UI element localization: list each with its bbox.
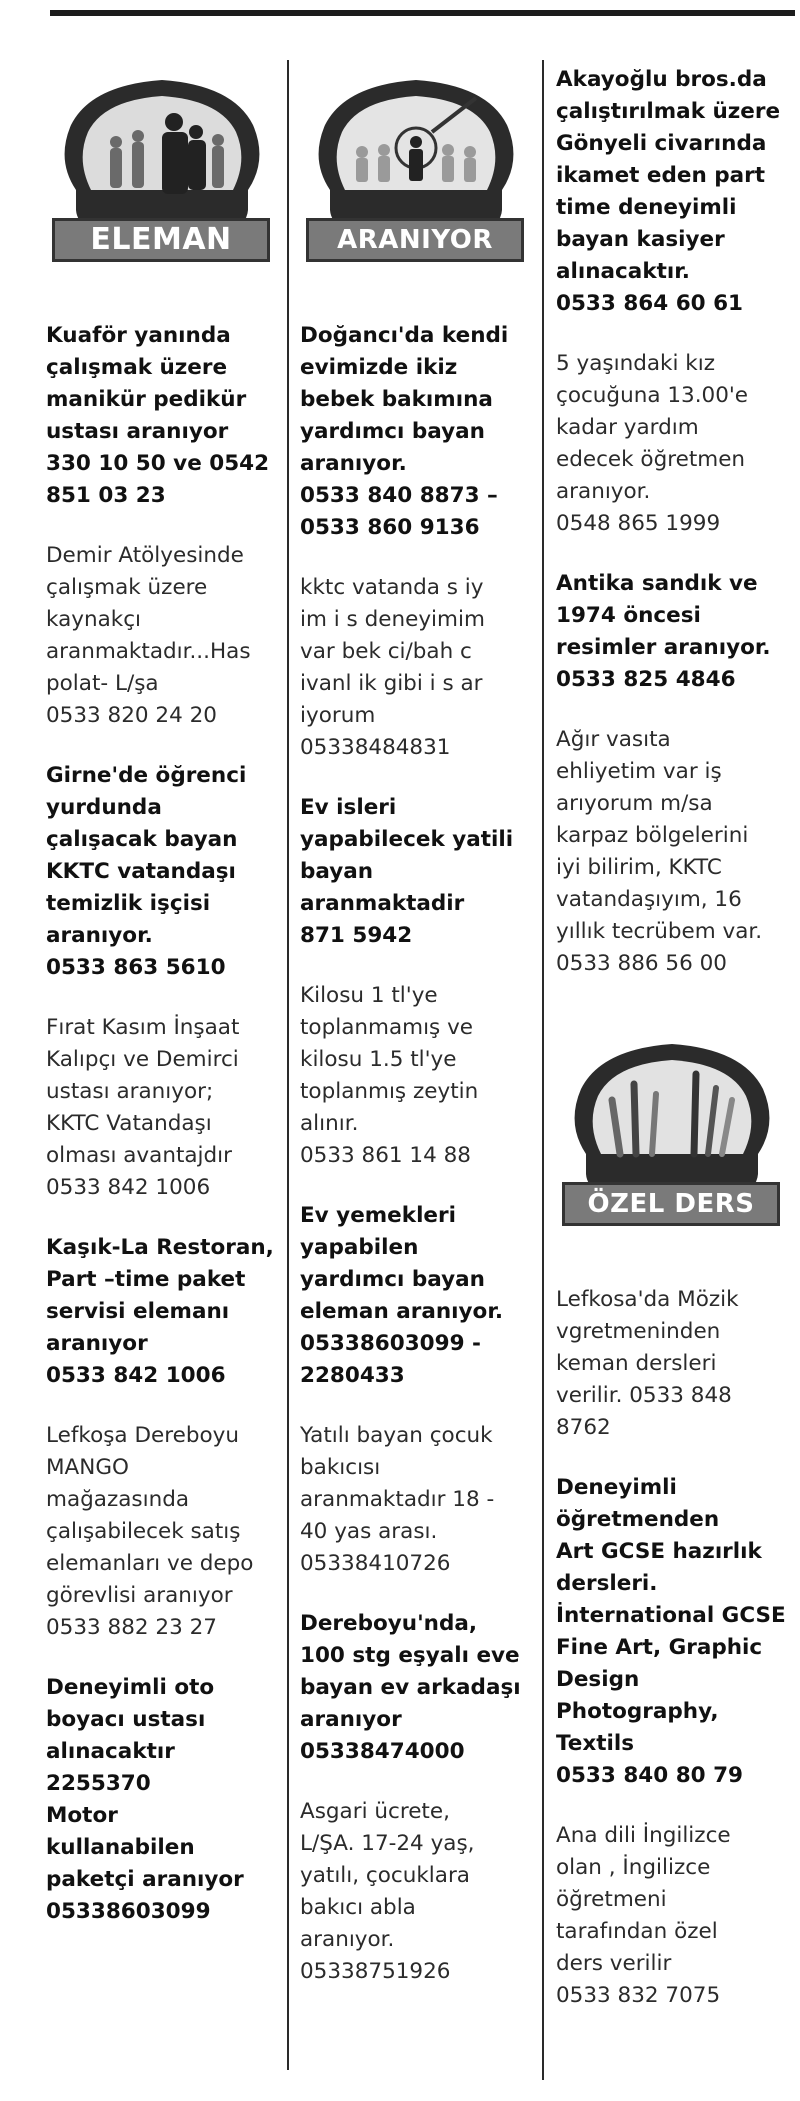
eleman-badge — [46, 40, 278, 300]
ozel-ders-badge — [556, 1004, 788, 1264]
classified-ad — [556, 1284, 788, 1444]
ad-text: Lefkoşa Dereboyu MANGO mağazasında çalışabilecek satış elemanları ve depo görevlisi aranıyor 0533 882 23 27 — [46, 1423, 254, 1640]
classified-ad — [556, 568, 788, 696]
classified-ad — [46, 1672, 278, 1928]
classified-ad — [46, 320, 278, 512]
ad-text: Asgari ücrete, L/ŞA. 17-24 yaş, yatılı, çocuklara bakıcı abla aranıyor. 05338751926 — [300, 1799, 475, 1984]
ad-text: 5 yaşındaki kız çocuğuna 13.00'e kadar yardım edecek öğretmen aranıyor. 0548 865 1999 — [556, 351, 749, 536]
classified-ad — [300, 572, 532, 764]
ad-text: Ev yemekleri yapabilen yardımcı bayan eleman aranıyor. 05338603099 - 2280433 — [300, 1203, 504, 1388]
ad-text: Ağır vasıta ehliyetim var iş arıyorum m/sa karpaz bölgelerini iyi bilirim, KKTC vatandaşıyım, 16 yıllık tecrübem var. 0533 886 56 00 — [556, 727, 763, 976]
classified-ad — [300, 320, 532, 544]
classified-ad — [556, 64, 788, 320]
classified-ad — [556, 724, 788, 980]
ad-text: Akayoğlu bros.da çalıştırılmak üzere Gönyeli civarında ikamet eden part time deneyimli bayan kasiyer alınacaktır. 0533 864 60 61 — [556, 67, 781, 316]
ad-text: Fırat Kasım İnşaat Kalıpçı ve Demirci ustası aranıyor; KKTC Vatandaşı olması avantajdır 0533 842 1006 — [46, 1015, 240, 1200]
classified-ad — [300, 1420, 532, 1580]
ad-text: Kilosu 1 tl'ye toplanmamış ve kilosu 1.5 tl'ye toplanmış zeytin alınır. 0533 861 14 88 — [300, 983, 479, 1168]
araniyor-label: ARANIYOR — [306, 218, 524, 262]
classified-ad — [300, 792, 532, 952]
araniyor-badge — [300, 40, 532, 300]
ad-list-col3-top — [556, 64, 788, 980]
classified-ad — [300, 1200, 532, 1392]
eleman-label: ELEMAN — [52, 218, 270, 262]
classified-ad — [46, 760, 278, 984]
ad-list-col2 — [300, 320, 532, 1988]
ad-text: Kaşık-La Restoran, Part –time paket servisi elemanı aranıyor 0533 842 1006 — [46, 1235, 274, 1388]
ad-text: Kuaför yanında çalışmak üzere manikür pedikür ustası aranıyor 330 10 50 ve 0542 851 03 23 — [46, 323, 270, 508]
classified-ad — [46, 1232, 278, 1392]
ad-text: Dereboyu'nda, 100 stg eşyalı eve bayan ev arkadaşı aranıyor 05338474000 — [300, 1611, 521, 1764]
ad-text: Yatılı bayan çocuk bakıcısı aranmaktadır 18 - 40 yas arası. 05338410726 — [300, 1423, 495, 1576]
ad-list-col1 — [46, 320, 278, 1928]
classified-ad — [556, 348, 788, 540]
ad-text: Deneyimli öğretmenden Art GCSE hazırlık dersleri. İnternational GCSE Fine Art, Graphic Design Photography, Textils 0533 840 80 79 — [556, 1475, 786, 1788]
column-divider-2 — [542, 60, 544, 2080]
ad-text: Demir Atölyesinde çalışmak üzere kaynakçı aranmaktadır...Has polat- L/şa 0533 820 24 20 — [46, 543, 251, 728]
column-divider-1 — [287, 60, 289, 2070]
classified-ad — [556, 1472, 788, 1792]
ad-text: Antika sandık ve 1974 öncesi resimler aranıyor. 0533 825 4846 — [556, 571, 771, 692]
classified-ad — [46, 1420, 278, 1644]
classified-ad — [300, 980, 532, 1172]
top-rule — [50, 10, 795, 16]
ad-text: kktc vatanda s iy im i s deneyimim var bek ci/bah c ivanl ik gibi i s ar iyorum 05338484831 — [300, 575, 485, 760]
ad-list-col3-bottom — [556, 1284, 788, 2012]
classified-ad — [556, 1820, 788, 2012]
ad-text: Doğancı'da kendi evimizde ikiz bebek bakımına yardımcı bayan aranıyor. 0533 840 8873 – 0533 860 9136 — [300, 323, 509, 540]
ad-text: Lefkosa'da Mözik vgretmeninden keman dersleri verilir. 0533 848 8762 — [556, 1287, 739, 1440]
classified-ad — [300, 1608, 532, 1768]
classified-ad — [46, 1012, 278, 1204]
classified-ad — [300, 1796, 532, 1988]
ad-text: Deneyimli oto boyacı ustası alınacaktır 2255370 Motor kullanabilen paketçi aranıyor 05338603099 — [46, 1675, 244, 1924]
column-eleman — [46, 40, 278, 2101]
ad-text: Girne'de öğrenci yurdunda çalışacak bayan KKTC vatandaşı temizlik işçisi aranıyor. 0533 863 5610 — [46, 763, 247, 980]
column-araniyor — [300, 40, 532, 2101]
ozel-ders-label: ÖZEL DERS — [562, 1182, 780, 1226]
column-right — [556, 40, 788, 2101]
classified-ad — [46, 540, 278, 732]
ad-text: Ev isleri yapabilecek yatili bayan aranmaktadir 871 5942 — [300, 795, 514, 948]
ad-text: Ana dili İngilizce olan , İngilizce öğretmeni tarafından özel ders verilir 0533 832 7075 — [556, 1823, 731, 2008]
